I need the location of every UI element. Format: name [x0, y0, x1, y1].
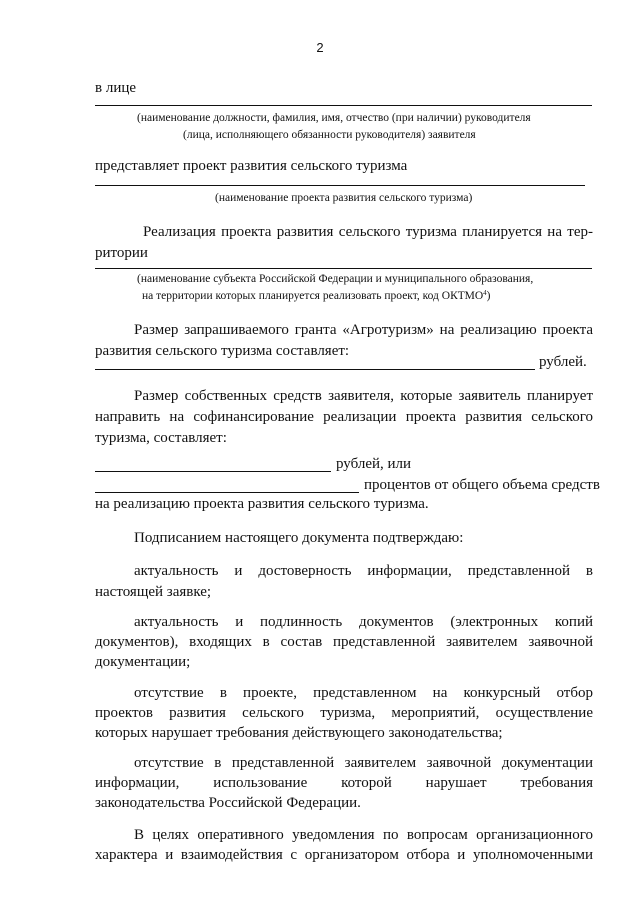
own-funds-line1: Размер собственных средств заявителя, которые заявитель планирует	[134, 388, 593, 404]
own-funds-line2: направить на софинансирование реализации проекта развития сельского	[95, 409, 593, 425]
closing-line2: характера и взаимодействия с организатором отбора и уполномоченными	[95, 847, 593, 863]
territory-caption-line2	[142, 288, 491, 304]
representative-caption-line1: (наименование должности, фамилия, имя, отчество (при наличии) руководителя	[137, 112, 531, 124]
project-label: представляет проект развития сельского туризма	[95, 158, 408, 174]
own-funds-rubles-label: рублей, или	[336, 456, 412, 472]
territory-caption-line1: (наименование субъекта Российской Федерации и муниципального образования,	[137, 273, 534, 285]
territory-fill-line	[95, 268, 592, 269]
own-funds-percent-line	[95, 492, 359, 493]
representative-label: в лице	[95, 80, 137, 96]
project-fill-line	[95, 185, 585, 186]
confirm-item-3-line3: которых нарушает требования действующего законодательства;	[95, 725, 503, 741]
confirm-intro: Подписанием настоящего документа подтверждаю:	[134, 530, 464, 546]
own-funds-line3: туризма, составляет:	[95, 430, 227, 446]
project-caption: (наименование проекта развития сельского туризма)	[215, 192, 473, 204]
footnote-marker: 4	[483, 289, 487, 297]
confirm-item-1-line2: настоящей заявке;	[95, 584, 212, 600]
territory-caption-end: )	[486, 290, 491, 302]
representative-fill-line	[95, 105, 592, 106]
territory-line2: ритории	[95, 245, 148, 261]
closing-line1: В целях оперативного уведомления по вопросам организационного	[134, 827, 593, 843]
territory-line1: Реализация проекта развития сельского туризма планируется на тер-	[143, 224, 593, 240]
own-funds-rubles-line	[95, 471, 331, 472]
grant-line1: Размер запрашиваемого гранта «Агротуризм» на реализацию проекта	[134, 322, 593, 338]
territory-caption-text: на территории которых планируется реализовать проект, код ОКТМО	[142, 290, 484, 302]
grant-unit: рублей.	[539, 354, 587, 370]
confirm-item-4-line1: отсутствие в представленной заявителем заявочной документации	[134, 755, 593, 771]
confirm-item-2-line3: документации;	[95, 654, 191, 670]
page-number: 2	[316, 40, 324, 55]
grant-amount-line	[95, 369, 535, 370]
confirm-item-2-line1: актуальность и подлинность документов (электронных копий	[134, 614, 593, 630]
own-funds-line-end: на реализацию проекта развития сельского туризма.	[95, 496, 429, 512]
confirm-item-3-line1: отсутствие в проекте, представленном на конкурсный отбор	[134, 685, 593, 701]
confirm-item-4-line2: информации, использование которой нарушает требования	[95, 775, 593, 791]
confirm-item-3-line2: проектов развития сельского туризма, мероприятий, осуществление	[95, 705, 593, 721]
grant-line2: развития сельского туризма составляет:	[95, 343, 350, 359]
confirm-item-4-line3: законодательства Российской Федерации.	[95, 795, 361, 811]
confirm-item-2-line2: документов), входящих в состав представленной заявителем заявочной	[95, 634, 593, 650]
own-funds-percent-label: процентов от общего объема средств	[364, 477, 600, 493]
confirm-item-1-line1: актуальность и достоверность информации, представленной в	[134, 563, 593, 579]
representative-caption-line2: (лица, исполняющего обязанности руководителя) заявителя	[183, 129, 476, 141]
